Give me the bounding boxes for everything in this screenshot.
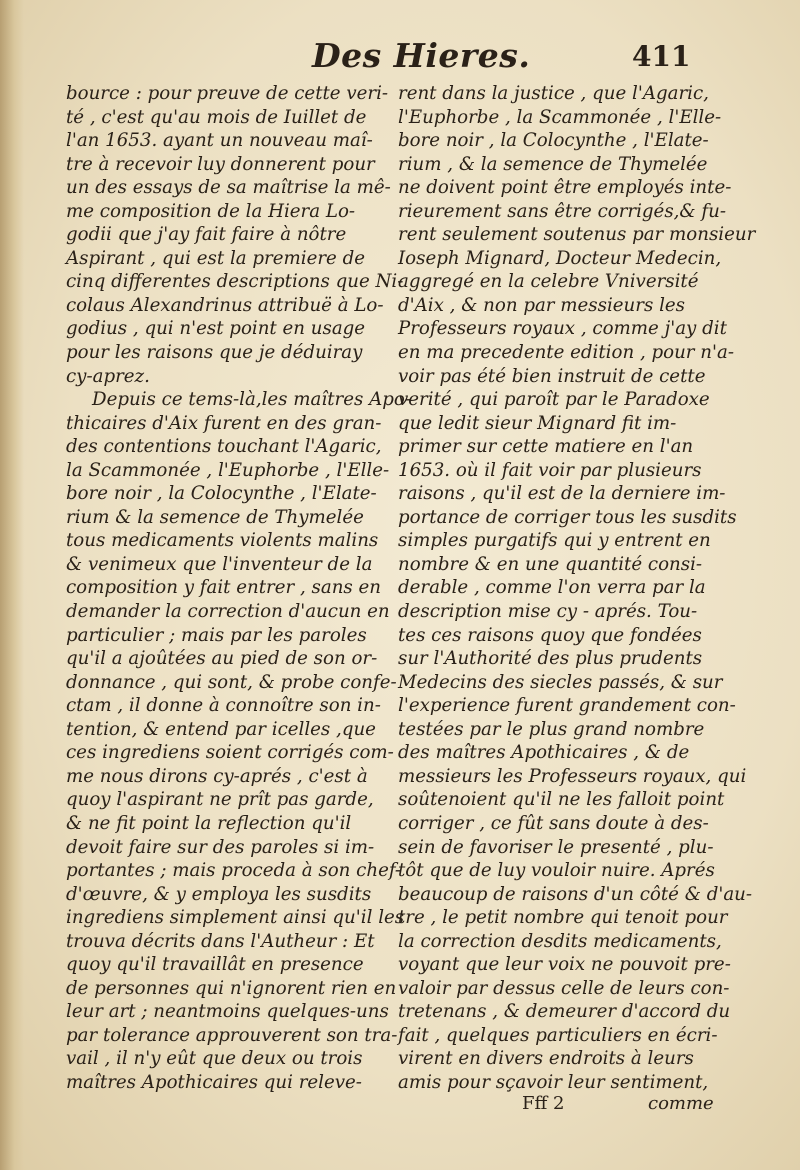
- text-line: sein de favoriser le presenté , plu-: [398, 836, 714, 858]
- text-line: portantes ; mais proceda à son chef-: [66, 860, 402, 882]
- text-line: cy-aprez.: [66, 365, 150, 387]
- signature-mark: Fff 2: [522, 1093, 565, 1114]
- text-line: d'Aix , & non par messieurs les: [398, 294, 685, 316]
- text-line: tre à recevoir luy donnerent pour: [66, 153, 375, 175]
- text-line: colaus Alexandrinus attribuë à Lo-: [66, 294, 384, 316]
- text-line: amis pour sçavoir leur sentiment,: [398, 1071, 709, 1093]
- text-line: tôt que de luy vouloir nuire. Aprés: [398, 860, 715, 882]
- running-header: [0, 36, 800, 86]
- text-line: rium , & la semence de Thymelée: [398, 153, 708, 175]
- text-line: la correction desdits medicaments,: [398, 930, 722, 952]
- page-footer: [0, 1093, 800, 1123]
- text-line: l'experience furent grandement con-: [398, 695, 736, 717]
- text-line: 1653. où il fait voir par plusieurs: [398, 459, 702, 481]
- text-line: quoy qu'il travaillât en presence: [66, 954, 364, 976]
- text-line: fait , quelques particuliers en écri-: [398, 1024, 718, 1046]
- text-line: ne doivent point être employés inte-: [398, 177, 732, 199]
- text-line: raisons , qu'il est de la derniere im-: [398, 483, 726, 505]
- running-title: Des Hieres.: [312, 36, 531, 75]
- text-line: voyant que leur voix ne pouvoit pre-: [398, 954, 731, 976]
- text-line: aggregé en la celebre Vniversité: [398, 271, 699, 293]
- text-line: leur art ; neantmoins quelques-uns: [66, 1001, 389, 1023]
- text-line: ces ingrediens soient corrigés com-: [66, 742, 394, 764]
- text-line: bore noir , la Colocynthe , l'Elate-: [66, 483, 377, 505]
- text-line: devoit faire sur des paroles si im-: [66, 836, 375, 858]
- text-line: trouva décrits dans l'Autheur : Et: [66, 930, 375, 952]
- text-line: l'an 1653. ayant un nouveau maî-: [66, 130, 373, 152]
- text-line: godius , qui n'est point en usage: [66, 318, 366, 340]
- text-line: Professeurs royaux , comme j'ay dit: [398, 318, 727, 340]
- text-line: thicaires d'Aix furent en des gran-: [66, 412, 382, 434]
- text-line: Medecins des siecles passés, & sur: [398, 671, 723, 693]
- text-line: de personnes qui n'ignorent rien en: [66, 977, 397, 999]
- text-line: ingrediens simplement ainsi qu'il les: [66, 907, 405, 929]
- text-line: Aspirant , qui est la premiere de: [66, 247, 365, 269]
- text-line: des maîtres Apothicaires , & de: [398, 742, 690, 764]
- text-line: té , c'est qu'au mois de Iuillet de: [66, 106, 367, 128]
- text-line: rent dans la justice , que l'Agaric,: [398, 83, 709, 104]
- text-line: vail , il n'y eût que deux ou trois: [66, 1048, 363, 1070]
- text-line: donnance , qui sont, & probe confe-: [66, 671, 397, 693]
- text-line: bource : pour preuve de cette veri-: [66, 83, 389, 104]
- text-line: la Scammonée , l'Euphorbe , l'Elle-: [66, 459, 390, 481]
- text-line: testées par le plus grand nombre: [398, 718, 705, 740]
- text-line: que ledit sieur Mignard fit im-: [398, 412, 677, 434]
- text-line: composition y fait entrer , sans en: [66, 577, 381, 599]
- text-line: quoy l'aspirant ne prît pas garde,: [66, 789, 374, 811]
- text-line: pour les raisons que je déduiray: [66, 342, 363, 364]
- text-line: virent en divers endroits à leurs: [398, 1048, 694, 1070]
- text-line: & venimeux que l'inventeur de la: [66, 553, 373, 575]
- text-line: un des essays de sa maîtrise la mê-: [66, 177, 391, 199]
- text-line: tretenans , & demeurer d'accord du: [398, 1001, 731, 1023]
- text-line: verité , qui paroît par le Paradoxe: [398, 389, 710, 411]
- text-line: portance de corriger tous les susdits: [398, 506, 737, 528]
- text-line: maîtres Apothicaires qui releve-: [66, 1071, 362, 1093]
- text-line: tous medicaments violents malins: [66, 530, 379, 552]
- text-line: rieurement sans être corrigés,& fu-: [398, 200, 726, 222]
- text-line: soûtenoient qu'il ne les falloit point: [398, 789, 725, 811]
- text-line: d'œuvre, & y employa les susdits: [66, 883, 372, 905]
- binding-gutter: [0, 0, 24, 1170]
- right-text-column: [398, 82, 756, 1095]
- text-line: nombre & en une quantité consi-: [398, 553, 703, 575]
- text-line: corriger , ce fût sans doute à des-: [398, 812, 709, 834]
- text-line: beaucoup de raisons d'un côté & d'au-: [398, 883, 753, 905]
- text-line: & ne fit point la reflection qu'il: [66, 812, 352, 834]
- text-line: voir pas été bien instruit de cette: [398, 365, 706, 387]
- text-line: description mise cy - aprés. Tou-: [398, 601, 698, 623]
- text-line: en ma precedente edition , pour n'a-: [398, 342, 734, 364]
- text-line: demander la correction d'aucun en: [66, 601, 390, 623]
- text-line: messieurs les Professeurs royaux, qui: [398, 765, 747, 787]
- text-line: me nous dirons cy-aprés , c'est à: [66, 765, 368, 787]
- text-line: godii que j'ay fait faire à nôtre: [66, 224, 347, 246]
- text-line: Depuis ce tems-là,les maîtres Apo-: [92, 389, 411, 411]
- text-line: des contentions touchant l'Agaric,: [66, 436, 382, 458]
- text-line: simples purgatifs qui y entrent en: [398, 530, 711, 552]
- text-line: bore noir , la Colocynthe , l'Elate-: [398, 130, 709, 152]
- text-line: particulier ; mais par les paroles: [66, 624, 367, 646]
- text-line: primer sur cette matiere en l'an: [398, 436, 694, 458]
- text-line: rium & la semence de Thymelée: [66, 506, 364, 528]
- text-line: cinq differentes descriptions que Ni-: [66, 271, 404, 293]
- text-line: qu'il a ajoûtées au pied de son or-: [66, 648, 378, 670]
- text-line: me composition de la Hiera Lo-: [66, 200, 356, 222]
- text-line: tes ces raisons quoy que fondées: [398, 624, 702, 646]
- text-line: ctam , il donne à connoître son in-: [66, 695, 381, 717]
- text-line: l'Euphorbe , la Scammonée , l'Elle-: [398, 106, 722, 128]
- text-line: derable , comme l'on verra par la: [398, 577, 706, 599]
- left-text-column: [66, 82, 411, 1095]
- text-line: rent seulement soutenus par monsieur: [398, 224, 756, 246]
- catchword: comme: [648, 1093, 714, 1114]
- text-line: tre , le petit nombre qui tenoit pour: [398, 907, 728, 929]
- text-line: par tolerance approuverent son tra-: [66, 1024, 398, 1046]
- text-line: tention, & entend par icelles ,que: [66, 718, 376, 740]
- text-line: valoir par dessus celle de leurs con-: [398, 977, 730, 999]
- page-number: 411: [632, 40, 691, 73]
- text-line: Ioseph Mignard, Docteur Medecin,: [398, 247, 722, 269]
- text-line: sur l'Authorité des plus prudents: [398, 648, 703, 670]
